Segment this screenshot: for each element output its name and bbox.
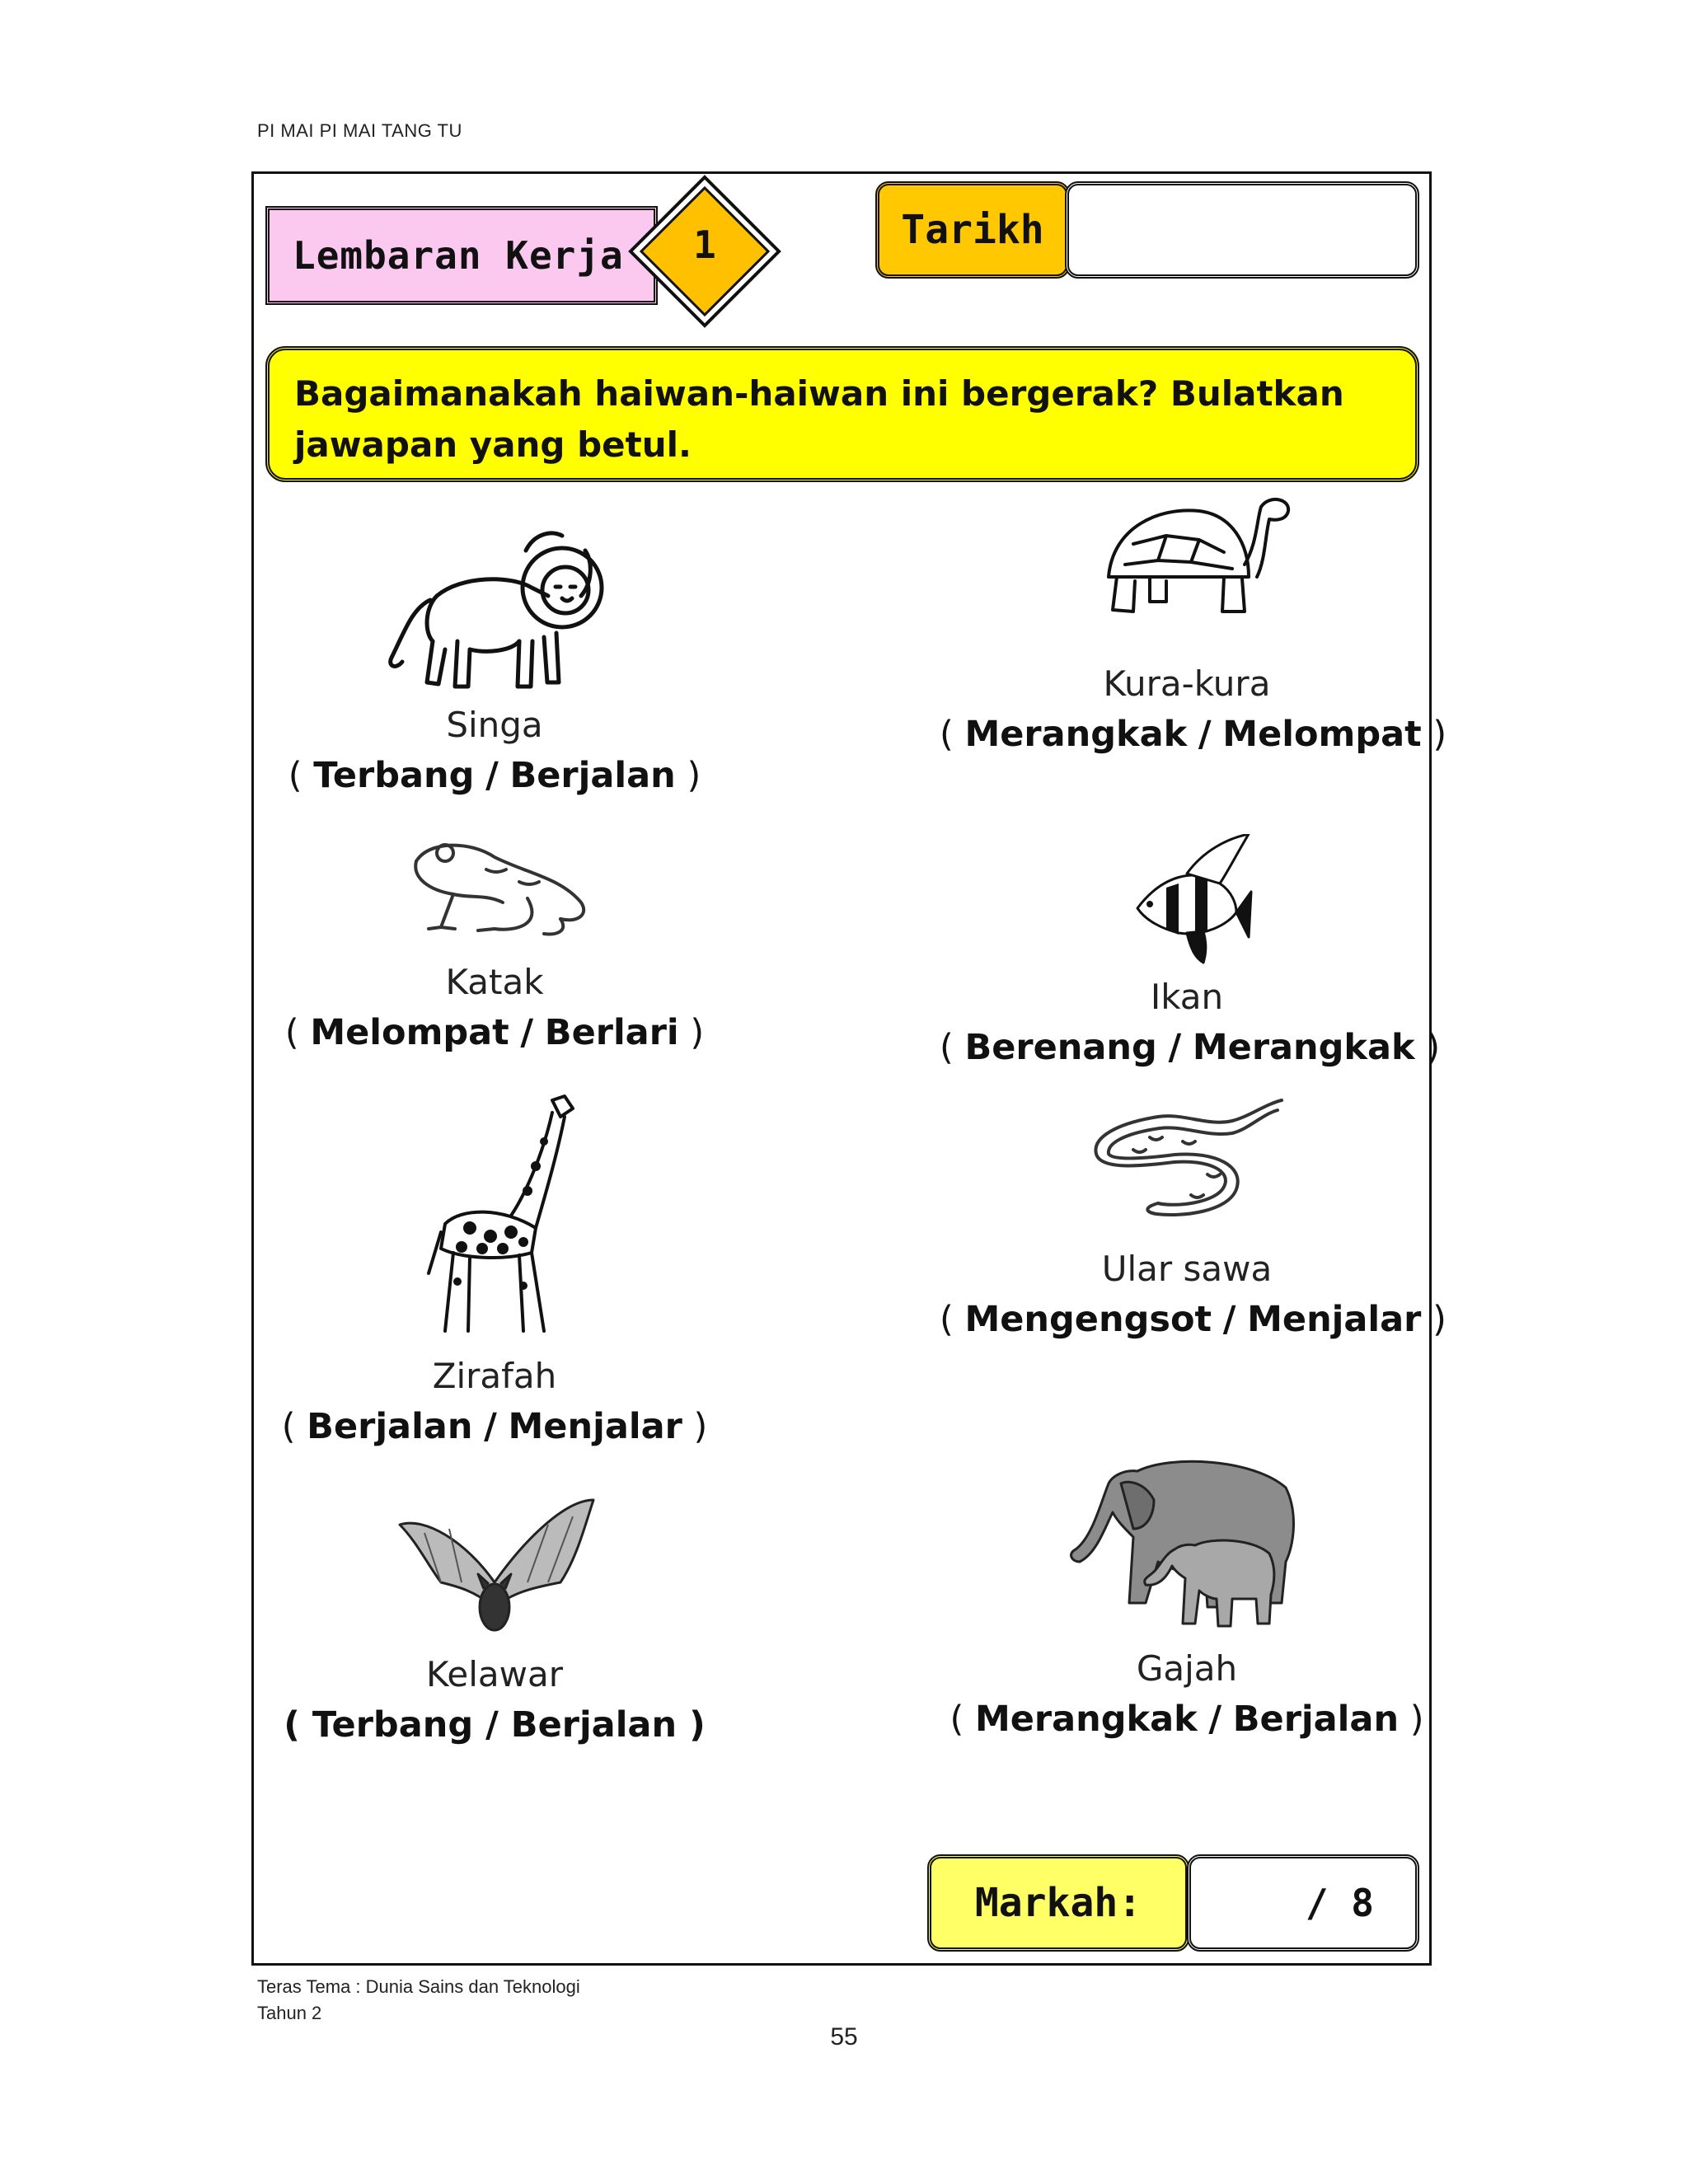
score-label-box (927, 1854, 1189, 1952)
slash: / (485, 1704, 499, 1746)
open-paren: ( (284, 1704, 300, 1746)
option-b[interactable]: Berjalan (509, 755, 676, 796)
slash: / (1208, 1699, 1222, 1740)
footer-grade: Tahun 2 (257, 2003, 322, 2023)
animal-name: Gajah (1136, 1648, 1238, 1689)
open-paren: ( (940, 1299, 954, 1340)
score-field[interactable] (1187, 1854, 1419, 1952)
fish-icon (1129, 834, 1253, 964)
footer-theme: Teras Tema : Dunia Sains dan Teknologi (257, 1976, 580, 1997)
close-paren: ) (689, 1704, 706, 1746)
running-header: PI MAI PI MAI TANG TU (257, 120, 462, 141)
option-a[interactable]: Mengengsot (964, 1299, 1212, 1340)
open-paren: ( (950, 1699, 964, 1740)
worksheet-title-box (265, 206, 658, 305)
giraffe-icon (420, 1084, 585, 1339)
animal-name: Katak (445, 962, 544, 1002)
animal-name: Zirafah (432, 1356, 557, 1396)
instruction-line-2: jawapan yang betul. (294, 424, 692, 465)
date-label: Tarikh (901, 207, 1044, 253)
close-paren: ) (1426, 1027, 1441, 1068)
option-b[interactable]: Berlari (544, 1012, 679, 1053)
animal-options (247, 1406, 742, 1447)
slash: / (1222, 1299, 1236, 1340)
animal-options (940, 1027, 1441, 1068)
worksheet-title: Lembaran Kerja (293, 233, 624, 278)
slash: / (1168, 1027, 1182, 1068)
tortoise-icon (1100, 486, 1294, 626)
option-a[interactable]: Melompat (310, 1012, 509, 1053)
option-b[interactable]: Merangkak (1192, 1027, 1415, 1068)
close-paren: ) (687, 755, 701, 796)
open-paren: ( (284, 1012, 299, 1053)
option-a[interactable]: Berjalan (307, 1406, 473, 1447)
option-a[interactable]: Merangkak (964, 714, 1188, 755)
animal-options (247, 1012, 742, 1053)
score-value: / 8 (1305, 1881, 1374, 1925)
slash: / (485, 755, 499, 796)
animal-options (940, 1699, 1434, 1740)
option-b[interactable]: Menjalar (508, 1406, 682, 1447)
animal-name: Ular sawa (1101, 1249, 1273, 1289)
worksheet-number: 1 (693, 223, 716, 267)
page-number: 55 (830, 2023, 858, 2050)
open-paren: ( (288, 755, 302, 796)
option-b[interactable]: Menjalar (1247, 1299, 1422, 1340)
close-paren: ) (1432, 714, 1447, 755)
close-paren: ) (1432, 1299, 1447, 1340)
animal-name: Kura-kura (1103, 663, 1271, 704)
animal-name: Kelawar (425, 1654, 564, 1694)
option-a[interactable]: Terbang (312, 1704, 474, 1746)
option-a[interactable]: Berenang (964, 1027, 1157, 1068)
python-snake-icon (1084, 1092, 1290, 1224)
animal-options (247, 755, 742, 796)
frog-icon (404, 837, 593, 940)
close-paren: ) (690, 1012, 705, 1053)
date-field[interactable] (1065, 181, 1419, 279)
date-label-box (875, 181, 1070, 279)
open-paren: ( (940, 714, 954, 755)
option-b[interactable]: Berjalan (510, 1704, 678, 1746)
animal-name: Ikan (1150, 977, 1224, 1017)
instruction-line-1: Bagaimanakah haiwan-haiwan ini bergerak? Bulatkan (294, 373, 1344, 414)
slash: / (520, 1012, 534, 1053)
open-paren: ( (281, 1406, 296, 1447)
slash: / (484, 1406, 497, 1447)
option-b[interactable]: Berjalan (1232, 1699, 1400, 1740)
close-paren: ) (1409, 1699, 1424, 1740)
close-paren: ) (693, 1406, 708, 1447)
animal-name: Singa (446, 705, 543, 745)
elephant-icon (1063, 1438, 1311, 1636)
lion-icon (379, 518, 610, 699)
bat-icon (392, 1492, 598, 1636)
slash: / (1198, 714, 1212, 755)
option-a[interactable]: Merangkak (974, 1699, 1198, 1740)
animal-options (940, 1299, 1447, 1340)
animal-options (247, 1704, 742, 1746)
option-a[interactable]: Terbang (313, 755, 475, 796)
instruction-box (265, 346, 1419, 482)
score-label: Markah: (974, 1880, 1142, 1926)
open-paren: ( (940, 1027, 954, 1068)
option-b[interactable]: Melompat (1222, 714, 1422, 755)
animal-options (940, 714, 1447, 755)
